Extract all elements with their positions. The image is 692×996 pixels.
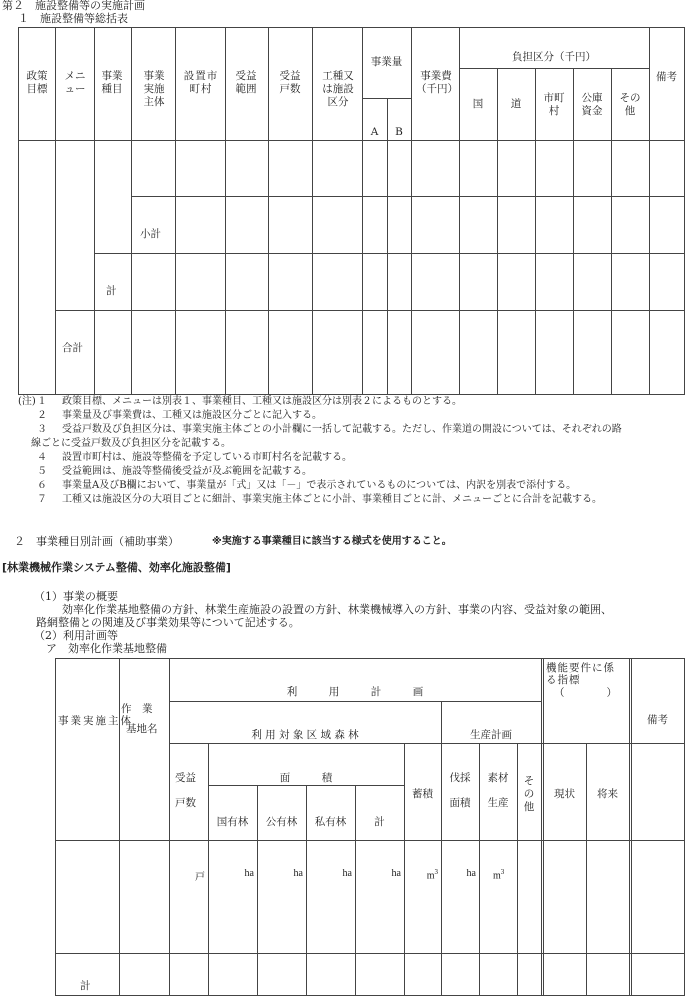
- overview-line-1: 効率化作業基地整備の方針、林業生産施設の設置の方針、林業機械導入の方針、事業の内容、受益対象の範囲、: [62, 603, 612, 616]
- table-row-divider: [169, 743, 684, 744]
- t2-header-public-forest: 公有林: [265, 816, 298, 828]
- table-column-divider: [684, 658, 685, 996]
- unit-ha-total: ha: [391, 868, 401, 879]
- table-column-divider: [119, 658, 120, 996]
- note-2-text: 事業量及び事業費は、工種又は施設区分ごとに記入する。: [62, 410, 322, 421]
- header-project-type: 事業種目: [101, 70, 123, 95]
- section2-title: ２ 事業種目別計画（補助事業）: [14, 535, 179, 548]
- t2-header-indicator-1: 機能要件に係: [546, 662, 615, 674]
- header-burden-prefecture: 道: [510, 98, 522, 110]
- header-remarks: 備考: [656, 71, 677, 83]
- header-policy-goal: 政策目標: [26, 70, 48, 95]
- table-column-divider: [541, 658, 542, 996]
- table-column-divider: [55, 658, 56, 996]
- usage-heading: （2）利用計画等: [34, 629, 118, 642]
- t2-header-work-base-1: 作 業: [121, 703, 153, 715]
- unit-households: 戸: [195, 872, 205, 883]
- t2-header-area: 面 積: [279, 772, 333, 784]
- t2-header-harvest-2: 面積: [449, 797, 471, 809]
- header-burden: 負担区分（千円）: [512, 51, 596, 63]
- table-row-divider: [55, 953, 684, 954]
- note-6-num: ６: [37, 480, 47, 491]
- overview-line-2: 路網整備との関連及び事業効果等について記述する。: [36, 616, 300, 629]
- table-row-divider: [55, 840, 684, 841]
- t2-header-benefit-2: 戸数: [175, 797, 196, 809]
- unit-m3-timber-sup: 3: [500, 868, 505, 876]
- t2-header-usage-plan: 利 用 計 画: [286, 686, 424, 698]
- table-column-divider: [441, 701, 442, 996]
- t2-header-timber-1: 素材: [487, 772, 509, 784]
- note-3-text: 受益戸数及び負担区分は、事業実施主体ごとの小計欄に一括して記載する。ただし、作業道の開設については、それぞれの路: [62, 424, 622, 435]
- note-4-num: ４: [37, 452, 47, 463]
- header-burden-finance: 公庫資金: [581, 92, 603, 117]
- section-heading: 第２ 施設整備等の実施計画: [2, 0, 145, 12]
- note-3-num: ３: [37, 424, 47, 435]
- header-burden-national: 国: [472, 98, 484, 110]
- t2-header-harvest-1: 伐採: [449, 772, 471, 784]
- header-quantity-a: A: [370, 126, 379, 138]
- sub-heading-a: ア 効率化作業基地整備: [46, 642, 167, 655]
- row-label-total: 計: [106, 285, 117, 297]
- t2-header-timber-2: 生産: [487, 797, 509, 809]
- t2-header-current: 現状: [554, 788, 575, 800]
- t2-header-implementer: 事業実施主体: [58, 715, 133, 727]
- t2-header-private-forest: 私有林: [314, 816, 347, 828]
- table-row-divider: [55, 658, 684, 659]
- subsection-heading-summary: １ 施設整備等総括表: [18, 12, 128, 25]
- note-6-text: 事業量A及びB欄において、事業量が「式」又は「－」で表示されているものについては、内訳を別表で添付する。: [62, 480, 577, 491]
- note-7-text: 工種又は施設区分の大項目ごとに細計、事業実施主体ごとに小計、事業種目ごとに計、メニューごとに合計を記載する。: [62, 494, 602, 505]
- note-5-num: ５: [37, 466, 47, 477]
- note-2-num: ２: [37, 410, 47, 421]
- notes-prefix: (注): [18, 396, 36, 407]
- note-3-cont: 線ごとに受益戸数及び負担区分を記載する。: [31, 438, 231, 449]
- t2-header-work-base-2: 基地名: [126, 723, 158, 735]
- table-column-divider: [517, 743, 518, 996]
- header-municipality: 設置市町村: [183, 70, 219, 95]
- header-quantity: 事業量: [370, 56, 403, 68]
- t2-header-production-plan: 生産計画: [470, 729, 512, 741]
- header-benefit-range: 受益範囲: [235, 70, 257, 95]
- section2-instruction: ※実施する事業種目に該当する様式を使用すること。: [212, 536, 452, 547]
- header-menu: メニュー: [64, 70, 86, 95]
- header-burden-municipal: 市町村: [543, 92, 565, 117]
- note-4-text: 設置市町村は、施設等整備を予定している市町村名を記載する。: [62, 452, 352, 463]
- table-row-divider: [169, 701, 541, 702]
- t2-header-other: その他: [523, 775, 535, 813]
- table-column-divider: [631, 658, 632, 996]
- note-1-text: 政策目標、メニューは別表１、事業種目、工種又は施設区分は別表２によるものとする。: [62, 396, 462, 407]
- table-column-divider: [169, 658, 170, 996]
- unit-ha-national: ha: [244, 868, 254, 879]
- t2-header-target-forest: 利 用 対 象 区 域 森 林: [251, 729, 359, 741]
- unit-m3-stock: [404, 868, 438, 881]
- row-label-subtotal: 小計: [140, 228, 161, 240]
- table-column-divider: [629, 658, 630, 996]
- header-implementer: 事業実施主体: [143, 70, 165, 108]
- t2-header-national-forest: 国有林: [216, 816, 249, 828]
- note-7-num: ７: [37, 494, 47, 505]
- note-1-num: １: [37, 396, 47, 407]
- header-burden-other: その他: [619, 92, 641, 117]
- header-benefit-households: 受益戸数: [279, 70, 301, 95]
- t2-header-indicator-3: （ ）: [554, 687, 617, 699]
- unit-m3-stock-sup: 3: [434, 868, 438, 876]
- table-column-divider: [586, 743, 587, 996]
- row-label-grand-total: 合計: [62, 342, 83, 354]
- t2-header-remarks: 備考: [647, 714, 668, 726]
- t2-header-stock: 蓄積: [412, 788, 433, 800]
- unit-ha-private: ha: [342, 868, 352, 879]
- t2-header-indicator-2: る指標: [546, 674, 581, 686]
- table-column-divider: [543, 658, 544, 996]
- unit-ha-harvest: ha: [466, 868, 476, 879]
- t2-total-label: 計: [80, 980, 91, 992]
- t2-header-future: 将来: [597, 788, 618, 800]
- category-heading: [林業機械作業システム整備、効率化施設整備]: [2, 561, 231, 574]
- unit-m3-stock-base: m: [426, 870, 435, 882]
- unit-m3-timber: [479, 868, 517, 881]
- unit-m3-timber-base: m: [493, 870, 501, 882]
- header-cost: 事業費（千円）: [416, 70, 458, 95]
- header-quantity-b: B: [395, 126, 403, 138]
- header-work-type: 工種又は施設区分: [322, 70, 354, 108]
- unit-ha-public: ha: [293, 868, 303, 879]
- t2-header-benefit-1: 受益: [175, 772, 196, 784]
- overview-heading: （1）事業の概要: [34, 590, 118, 603]
- note-5-text: 受益範囲は、施設等整備後受益が及ぶ範囲を記載する。: [62, 466, 312, 477]
- t2-header-area-total: 計: [374, 816, 385, 828]
